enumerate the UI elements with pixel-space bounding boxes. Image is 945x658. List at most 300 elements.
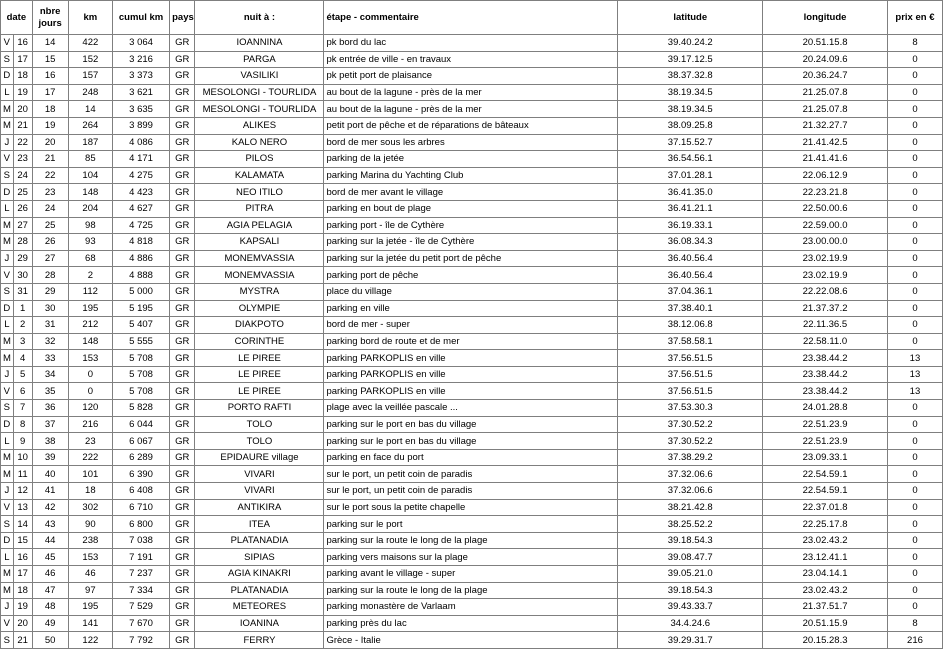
cell-etape[interactable]: parking bord de route et de mer xyxy=(324,333,618,350)
cell-day-letter[interactable]: M xyxy=(1,566,14,583)
cell-prix[interactable]: 8 xyxy=(887,35,942,52)
cell-nuit[interactable]: ALIKES xyxy=(195,117,324,134)
cell-pays[interactable]: GR xyxy=(170,433,195,450)
cell-nbre-jours[interactable]: 18 xyxy=(32,101,68,118)
cell-km[interactable]: 141 xyxy=(68,615,112,632)
cell-prix[interactable]: 0 xyxy=(887,101,942,118)
cell-km[interactable]: 0 xyxy=(68,366,112,383)
cell-etape[interactable]: parking en face du port xyxy=(324,449,618,466)
cell-km[interactable]: 152 xyxy=(68,51,112,68)
cell-day-letter[interactable]: J xyxy=(1,366,14,383)
cell-km[interactable]: 264 xyxy=(68,117,112,134)
cell-longitude[interactable]: 23.38.44.2 xyxy=(763,366,888,383)
cell-prix[interactable]: 0 xyxy=(887,68,942,85)
cell-day-letter[interactable]: V xyxy=(1,267,14,284)
cell-prix[interactable]: 0 xyxy=(887,217,942,234)
cell-pays[interactable]: GR xyxy=(170,366,195,383)
cell-nbre-jours[interactable]: 46 xyxy=(32,566,68,583)
cell-latitude[interactable]: 37.15.52.7 xyxy=(618,134,763,151)
cell-nuit[interactable]: LE PIREE xyxy=(195,350,324,367)
cell-nuit[interactable]: PLATANADIA xyxy=(195,582,324,599)
cell-day-number[interactable]: 19 xyxy=(13,84,32,101)
cell-cumul-km[interactable]: 7 792 xyxy=(113,632,170,649)
cell-prix[interactable]: 0 xyxy=(887,267,942,284)
cell-longitude[interactable]: 21.25.07.8 xyxy=(763,84,888,101)
cell-day-letter[interactable]: V xyxy=(1,383,14,400)
cell-cumul-km[interactable]: 4 171 xyxy=(113,151,170,168)
cell-day-letter[interactable]: J xyxy=(1,134,14,151)
cell-day-number[interactable]: 24 xyxy=(13,167,32,184)
cell-latitude[interactable]: 39.18.54.3 xyxy=(618,582,763,599)
cell-pays[interactable]: GR xyxy=(170,250,195,267)
cell-longitude[interactable]: 23.09.33.1 xyxy=(763,449,888,466)
cell-latitude[interactable]: 37.56.51.5 xyxy=(618,366,763,383)
cell-nuit[interactable]: PLATANADIA xyxy=(195,532,324,549)
cell-etape[interactable]: au bout de la lagune - près de la mer xyxy=(324,84,618,101)
cell-day-letter[interactable]: S xyxy=(1,51,14,68)
cell-cumul-km[interactable]: 5 708 xyxy=(113,366,170,383)
cell-pays[interactable]: GR xyxy=(170,632,195,649)
cell-cumul-km[interactable]: 5 000 xyxy=(113,283,170,300)
cell-day-letter[interactable]: S xyxy=(1,400,14,417)
cell-longitude[interactable]: 22.50.00.6 xyxy=(763,200,888,217)
cell-pays[interactable]: GR xyxy=(170,599,195,616)
cell-nuit[interactable]: KALO NERO xyxy=(195,134,324,151)
cell-latitude[interactable]: 39.43.33.7 xyxy=(618,599,763,616)
cell-longitude[interactable]: 20.24.09.6 xyxy=(763,51,888,68)
cell-nbre-jours[interactable]: 35 xyxy=(32,383,68,400)
cell-pays[interactable]: GR xyxy=(170,51,195,68)
cell-day-number[interactable]: 30 xyxy=(13,267,32,284)
cell-longitude[interactable]: 22.51.23.9 xyxy=(763,416,888,433)
cell-prix[interactable]: 0 xyxy=(887,250,942,267)
cell-km[interactable]: 148 xyxy=(68,184,112,201)
cell-pays[interactable]: GR xyxy=(170,383,195,400)
cell-km[interactable]: 148 xyxy=(68,333,112,350)
cell-cumul-km[interactable]: 4 888 xyxy=(113,267,170,284)
cell-cumul-km[interactable]: 6 044 xyxy=(113,416,170,433)
cell-cumul-km[interactable]: 7 334 xyxy=(113,582,170,599)
cell-prix[interactable]: 0 xyxy=(887,499,942,516)
cell-longitude[interactable]: 22.06.12.9 xyxy=(763,167,888,184)
cell-latitude[interactable]: 38.21.42.8 xyxy=(618,499,763,516)
cell-pays[interactable]: GR xyxy=(170,151,195,168)
cell-nbre-jours[interactable]: 34 xyxy=(32,366,68,383)
cell-day-number[interactable]: 19 xyxy=(13,599,32,616)
cell-nuit[interactable]: FERRY xyxy=(195,632,324,649)
cell-latitude[interactable]: 36.54.56.1 xyxy=(618,151,763,168)
cell-day-letter[interactable]: V xyxy=(1,35,14,52)
cell-day-number[interactable]: 18 xyxy=(13,582,32,599)
cell-nuit[interactable]: LE PIREE xyxy=(195,383,324,400)
cell-pays[interactable]: GR xyxy=(170,516,195,533)
cell-cumul-km[interactable]: 3 373 xyxy=(113,68,170,85)
cell-day-letter[interactable]: L xyxy=(1,84,14,101)
cell-day-number[interactable]: 21 xyxy=(13,632,32,649)
cell-pays[interactable]: GR xyxy=(170,532,195,549)
cell-day-number[interactable]: 23 xyxy=(13,151,32,168)
cell-nbre-jours[interactable]: 47 xyxy=(32,582,68,599)
cell-km[interactable]: 14 xyxy=(68,101,112,118)
cell-longitude[interactable]: 21.41.41.6 xyxy=(763,151,888,168)
cell-etape[interactable]: parking sur la route le long de la plage xyxy=(324,532,618,549)
cell-cumul-km[interactable]: 6 390 xyxy=(113,466,170,483)
cell-nuit[interactable]: TOLO xyxy=(195,416,324,433)
cell-prix[interactable]: 0 xyxy=(887,283,942,300)
cell-etape[interactable]: parking port de pêche xyxy=(324,267,618,284)
cell-km[interactable]: 195 xyxy=(68,599,112,616)
cell-day-number[interactable]: 2 xyxy=(13,317,32,334)
cell-km[interactable]: 97 xyxy=(68,582,112,599)
cell-day-letter[interactable]: M xyxy=(1,333,14,350)
cell-latitude[interactable]: 36.19.33.1 xyxy=(618,217,763,234)
cell-prix[interactable]: 0 xyxy=(887,532,942,549)
cell-etape[interactable]: parking sur le port en bas du village xyxy=(324,416,618,433)
cell-day-number[interactable]: 8 xyxy=(13,416,32,433)
cell-cumul-km[interactable]: 6 710 xyxy=(113,499,170,516)
cell-nuit[interactable]: AGIA KINAKRI xyxy=(195,566,324,583)
cell-day-letter[interactable]: M xyxy=(1,449,14,466)
cell-nbre-jours[interactable]: 33 xyxy=(32,350,68,367)
cell-nuit[interactable]: MESOLONGI - TOURLIDA xyxy=(195,101,324,118)
cell-nbre-jours[interactable]: 41 xyxy=(32,483,68,500)
cell-latitude[interactable]: 37.58.58.1 xyxy=(618,333,763,350)
cell-km[interactable]: 104 xyxy=(68,167,112,184)
cell-nbre-jours[interactable]: 38 xyxy=(32,433,68,450)
cell-day-letter[interactable]: J xyxy=(1,483,14,500)
cell-latitude[interactable]: 34.4.24.6 xyxy=(618,615,763,632)
cell-etape[interactable]: Grèce - Italie xyxy=(324,632,618,649)
cell-nbre-jours[interactable]: 23 xyxy=(32,184,68,201)
cell-cumul-km[interactable]: 5 828 xyxy=(113,400,170,417)
cell-nbre-jours[interactable]: 31 xyxy=(32,317,68,334)
cell-nbre-jours[interactable]: 15 xyxy=(32,51,68,68)
cell-cumul-km[interactable]: 4 886 xyxy=(113,250,170,267)
cell-day-letter[interactable]: D xyxy=(1,300,14,317)
cell-km[interactable]: 238 xyxy=(68,532,112,549)
cell-day-number[interactable]: 16 xyxy=(13,549,32,566)
cell-latitude[interactable]: 39.08.47.7 xyxy=(618,549,763,566)
cell-cumul-km[interactable]: 3 621 xyxy=(113,84,170,101)
cell-latitude[interactable]: 37.32.06.6 xyxy=(618,483,763,500)
cell-nuit[interactable]: MESOLONGI - TOURLIDA xyxy=(195,84,324,101)
cell-prix[interactable]: 0 xyxy=(887,449,942,466)
cell-etape[interactable]: parking sur la route le long de la plage xyxy=(324,582,618,599)
cell-cumul-km[interactable]: 4 627 xyxy=(113,200,170,217)
cell-nbre-jours[interactable]: 29 xyxy=(32,283,68,300)
cell-prix[interactable]: 0 xyxy=(887,483,942,500)
cell-day-letter[interactable]: M xyxy=(1,101,14,118)
cell-etape[interactable]: petit port de pêche et de réparations de bâteaux xyxy=(324,117,618,134)
cell-pays[interactable]: GR xyxy=(170,84,195,101)
cell-longitude[interactable]: 22.54.59.1 xyxy=(763,483,888,500)
cell-nbre-jours[interactable]: 21 xyxy=(32,151,68,168)
cell-etape[interactable]: parking près du lac xyxy=(324,615,618,632)
cell-pays[interactable]: GR xyxy=(170,317,195,334)
cell-day-number[interactable]: 11 xyxy=(13,466,32,483)
cell-day-letter[interactable]: L xyxy=(1,549,14,566)
cell-pays[interactable]: GR xyxy=(170,483,195,500)
cell-day-number[interactable]: 12 xyxy=(13,483,32,500)
cell-cumul-km[interactable]: 6 408 xyxy=(113,483,170,500)
cell-latitude[interactable]: 36.08.34.3 xyxy=(618,234,763,251)
cell-latitude[interactable]: 37.38.40.1 xyxy=(618,300,763,317)
cell-latitude[interactable]: 38.09.25.8 xyxy=(618,117,763,134)
cell-latitude[interactable]: 36.40.56.4 xyxy=(618,250,763,267)
cell-latitude[interactable]: 37.56.51.5 xyxy=(618,383,763,400)
cell-latitude[interactable]: 38.19.34.5 xyxy=(618,84,763,101)
cell-cumul-km[interactable]: 3 899 xyxy=(113,117,170,134)
cell-prix[interactable]: 0 xyxy=(887,433,942,450)
cell-day-letter[interactable]: V xyxy=(1,615,14,632)
cell-longitude[interactable]: 22.11.36.5 xyxy=(763,317,888,334)
cell-nuit[interactable]: VASILIKI xyxy=(195,68,324,85)
cell-nbre-jours[interactable]: 20 xyxy=(32,134,68,151)
cell-nbre-jours[interactable]: 14 xyxy=(32,35,68,52)
cell-day-letter[interactable]: S xyxy=(1,167,14,184)
cell-day-letter[interactable]: M xyxy=(1,117,14,134)
cell-etape[interactable]: pk bord du lac xyxy=(324,35,618,52)
cell-pays[interactable]: GR xyxy=(170,466,195,483)
cell-day-letter[interactable]: M xyxy=(1,582,14,599)
cell-cumul-km[interactable]: 7 237 xyxy=(113,566,170,583)
cell-pays[interactable]: GR xyxy=(170,582,195,599)
cell-latitude[interactable]: 38.25.52.2 xyxy=(618,516,763,533)
cell-km[interactable]: 85 xyxy=(68,151,112,168)
cell-nbre-jours[interactable]: 39 xyxy=(32,449,68,466)
cell-nuit[interactable]: LE PIREE xyxy=(195,366,324,383)
cell-cumul-km[interactable]: 5 708 xyxy=(113,383,170,400)
cell-pays[interactable]: GR xyxy=(170,101,195,118)
cell-latitude[interactable]: 39.40.24.2 xyxy=(618,35,763,52)
cell-nbre-jours[interactable]: 48 xyxy=(32,599,68,616)
cell-km[interactable]: 157 xyxy=(68,68,112,85)
cell-pays[interactable]: GR xyxy=(170,267,195,284)
cell-prix[interactable]: 216 xyxy=(887,632,942,649)
cell-etape[interactable]: place du village xyxy=(324,283,618,300)
cell-prix[interactable]: 0 xyxy=(887,234,942,251)
cell-longitude[interactable]: 23.02.19.9 xyxy=(763,267,888,284)
cell-pays[interactable]: GR xyxy=(170,184,195,201)
cell-nbre-jours[interactable]: 28 xyxy=(32,267,68,284)
cell-longitude[interactable]: 20.36.24.7 xyxy=(763,68,888,85)
cell-etape[interactable]: parking sur le port xyxy=(324,516,618,533)
cell-cumul-km[interactable]: 3 216 xyxy=(113,51,170,68)
cell-pays[interactable]: GR xyxy=(170,68,195,85)
cell-day-letter[interactable]: L xyxy=(1,317,14,334)
cell-longitude[interactable]: 21.37.51.7 xyxy=(763,599,888,616)
cell-nuit[interactable]: AGIA PELAGIA xyxy=(195,217,324,234)
cell-pays[interactable]: GR xyxy=(170,400,195,417)
cell-latitude[interactable]: 38.19.34.5 xyxy=(618,101,763,118)
cell-nuit[interactable]: MYSTRA xyxy=(195,283,324,300)
cell-day-number[interactable]: 22 xyxy=(13,134,32,151)
cell-pays[interactable]: GR xyxy=(170,283,195,300)
cell-latitude[interactable]: 37.32.06.6 xyxy=(618,466,763,483)
cell-km[interactable]: 302 xyxy=(68,499,112,516)
cell-longitude[interactable]: 23.02.43.2 xyxy=(763,582,888,599)
cell-km[interactable]: 153 xyxy=(68,350,112,367)
cell-cumul-km[interactable]: 7 670 xyxy=(113,615,170,632)
cell-etape[interactable]: parking en bout de plage xyxy=(324,200,618,217)
cell-nbre-jours[interactable]: 42 xyxy=(32,499,68,516)
cell-etape[interactable]: parking monastère de Varlaam xyxy=(324,599,618,616)
cell-latitude[interactable]: 36.41.21.1 xyxy=(618,200,763,217)
cell-day-number[interactable]: 17 xyxy=(13,566,32,583)
cell-nbre-jours[interactable]: 24 xyxy=(32,200,68,217)
cell-cumul-km[interactable]: 4 275 xyxy=(113,167,170,184)
cell-pays[interactable]: GR xyxy=(170,200,195,217)
cell-day-letter[interactable]: V xyxy=(1,499,14,516)
cell-day-number[interactable]: 5 xyxy=(13,366,32,383)
cell-longitude[interactable]: 22.51.23.9 xyxy=(763,433,888,450)
cell-etape[interactable]: parking sur la jetée du petit port de pêche xyxy=(324,250,618,267)
cell-nuit[interactable]: MONEMVASSIA xyxy=(195,267,324,284)
cell-km[interactable]: 248 xyxy=(68,84,112,101)
cell-cumul-km[interactable]: 4 423 xyxy=(113,184,170,201)
cell-longitude[interactable]: 22.23.21.8 xyxy=(763,184,888,201)
cell-longitude[interactable]: 22.22.08.6 xyxy=(763,283,888,300)
cell-nuit[interactable]: MONEMVASSIA xyxy=(195,250,324,267)
cell-pays[interactable]: GR xyxy=(170,549,195,566)
cell-prix[interactable]: 8 xyxy=(887,615,942,632)
cell-latitude[interactable]: 37.30.52.2 xyxy=(618,416,763,433)
cell-km[interactable]: 216 xyxy=(68,416,112,433)
cell-pays[interactable]: GR xyxy=(170,35,195,52)
cell-nbre-jours[interactable]: 40 xyxy=(32,466,68,483)
cell-latitude[interactable]: 38.37.32.8 xyxy=(618,68,763,85)
cell-day-number[interactable]: 9 xyxy=(13,433,32,450)
cell-cumul-km[interactable]: 3 635 xyxy=(113,101,170,118)
cell-nuit[interactable]: PILOS xyxy=(195,151,324,168)
cell-prix[interactable]: 0 xyxy=(887,317,942,334)
cell-cumul-km[interactable]: 5 195 xyxy=(113,300,170,317)
cell-pays[interactable]: GR xyxy=(170,416,195,433)
cell-day-number[interactable]: 6 xyxy=(13,383,32,400)
cell-km[interactable]: 98 xyxy=(68,217,112,234)
cell-longitude[interactable]: 20.15.28.3 xyxy=(763,632,888,649)
cell-km[interactable]: 422 xyxy=(68,35,112,52)
cell-day-number[interactable]: 16 xyxy=(13,35,32,52)
cell-km[interactable]: 187 xyxy=(68,134,112,151)
cell-day-number[interactable]: 29 xyxy=(13,250,32,267)
cell-day-number[interactable]: 10 xyxy=(13,449,32,466)
cell-km[interactable]: 101 xyxy=(68,466,112,483)
cell-km[interactable]: 112 xyxy=(68,283,112,300)
cell-prix[interactable]: 0 xyxy=(887,599,942,616)
cell-pays[interactable]: GR xyxy=(170,333,195,350)
cell-km[interactable]: 120 xyxy=(68,400,112,417)
cell-longitude[interactable]: 23.02.43.2 xyxy=(763,532,888,549)
cell-latitude[interactable]: 36.41.35.0 xyxy=(618,184,763,201)
cell-longitude[interactable]: 21.37.37.2 xyxy=(763,300,888,317)
cell-latitude[interactable]: 38.12.06.8 xyxy=(618,317,763,334)
cell-nbre-jours[interactable]: 50 xyxy=(32,632,68,649)
cell-nuit[interactable]: CORINTHE xyxy=(195,333,324,350)
cell-etape[interactable]: parking sur la jetée - île de Cythère xyxy=(324,234,618,251)
cell-day-letter[interactable]: S xyxy=(1,283,14,300)
cell-nuit[interactable]: OLYMPIE xyxy=(195,300,324,317)
cell-day-letter[interactable]: J xyxy=(1,599,14,616)
cell-longitude[interactable]: 23.02.19.9 xyxy=(763,250,888,267)
cell-km[interactable]: 68 xyxy=(68,250,112,267)
cell-etape[interactable]: parking sur le port en bas du village xyxy=(324,433,618,450)
cell-day-letter[interactable]: D xyxy=(1,416,14,433)
cell-nuit[interactable]: KAPSALI xyxy=(195,234,324,251)
cell-day-number[interactable]: 28 xyxy=(13,234,32,251)
cell-etape[interactable]: sur le port sous la petite chapelle xyxy=(324,499,618,516)
cell-longitude[interactable]: 22.54.59.1 xyxy=(763,466,888,483)
cell-prix[interactable]: 0 xyxy=(887,333,942,350)
cell-km[interactable]: 2 xyxy=(68,267,112,284)
cell-nbre-jours[interactable]: 30 xyxy=(32,300,68,317)
cell-day-number[interactable]: 14 xyxy=(13,516,32,533)
cell-nbre-jours[interactable]: 19 xyxy=(32,117,68,134)
cell-etape[interactable]: sur le port, un petit coin de paradis xyxy=(324,466,618,483)
cell-day-letter[interactable]: D xyxy=(1,68,14,85)
cell-cumul-km[interactable]: 4 818 xyxy=(113,234,170,251)
cell-longitude[interactable]: 23.38.44.2 xyxy=(763,350,888,367)
cell-day-number[interactable]: 13 xyxy=(13,499,32,516)
cell-km[interactable]: 122 xyxy=(68,632,112,649)
cell-etape[interactable]: parking PARKOPLIS en ville xyxy=(324,366,618,383)
cell-nbre-jours[interactable]: 44 xyxy=(32,532,68,549)
cell-pays[interactable]: GR xyxy=(170,217,195,234)
cell-prix[interactable]: 13 xyxy=(887,366,942,383)
cell-latitude[interactable]: 36.40.56.4 xyxy=(618,267,763,284)
cell-cumul-km[interactable]: 6 289 xyxy=(113,449,170,466)
cell-nuit[interactable]: IOANINA xyxy=(195,615,324,632)
cell-nbre-jours[interactable]: 36 xyxy=(32,400,68,417)
cell-etape[interactable]: parking avant le village - super xyxy=(324,566,618,583)
cell-day-letter[interactable]: D xyxy=(1,184,14,201)
cell-longitude[interactable]: 22.59.00.0 xyxy=(763,217,888,234)
cell-longitude[interactable]: 22.58.11.0 xyxy=(763,333,888,350)
cell-longitude[interactable]: 21.41.42.5 xyxy=(763,134,888,151)
cell-nuit[interactable]: PITRA xyxy=(195,200,324,217)
cell-longitude[interactable]: 23.12.41.1 xyxy=(763,549,888,566)
cell-nuit[interactable]: IOANNINA xyxy=(195,35,324,52)
cell-nbre-jours[interactable]: 26 xyxy=(32,234,68,251)
cell-nuit[interactable]: VIVARI xyxy=(195,466,324,483)
cell-nbre-jours[interactable]: 32 xyxy=(32,333,68,350)
cell-day-letter[interactable]: S xyxy=(1,516,14,533)
cell-nuit[interactable]: PORTO RAFTI xyxy=(195,400,324,417)
cell-nbre-jours[interactable]: 16 xyxy=(32,68,68,85)
cell-prix[interactable]: 0 xyxy=(887,582,942,599)
cell-day-letter[interactable]: J xyxy=(1,250,14,267)
cell-day-letter[interactable]: M xyxy=(1,466,14,483)
cell-nbre-jours[interactable]: 45 xyxy=(32,549,68,566)
cell-day-letter[interactable]: S xyxy=(1,632,14,649)
cell-prix[interactable]: 0 xyxy=(887,549,942,566)
cell-etape[interactable]: parking PARKOPLIS en ville xyxy=(324,350,618,367)
cell-longitude[interactable]: 20.51.15.9 xyxy=(763,615,888,632)
cell-km[interactable]: 18 xyxy=(68,483,112,500)
cell-etape[interactable]: pk petit port de plaisance xyxy=(324,68,618,85)
cell-pays[interactable]: GR xyxy=(170,350,195,367)
cell-cumul-km[interactable]: 3 064 xyxy=(113,35,170,52)
cell-prix[interactable]: 0 xyxy=(887,400,942,417)
cell-nbre-jours[interactable]: 25 xyxy=(32,217,68,234)
cell-prix[interactable]: 0 xyxy=(887,566,942,583)
cell-longitude[interactable]: 21.32.27.7 xyxy=(763,117,888,134)
cell-nuit[interactable]: TOLO xyxy=(195,433,324,450)
cell-pays[interactable]: GR xyxy=(170,234,195,251)
cell-day-number[interactable]: 1 xyxy=(13,300,32,317)
cell-km[interactable]: 195 xyxy=(68,300,112,317)
cell-day-number[interactable]: 20 xyxy=(13,615,32,632)
